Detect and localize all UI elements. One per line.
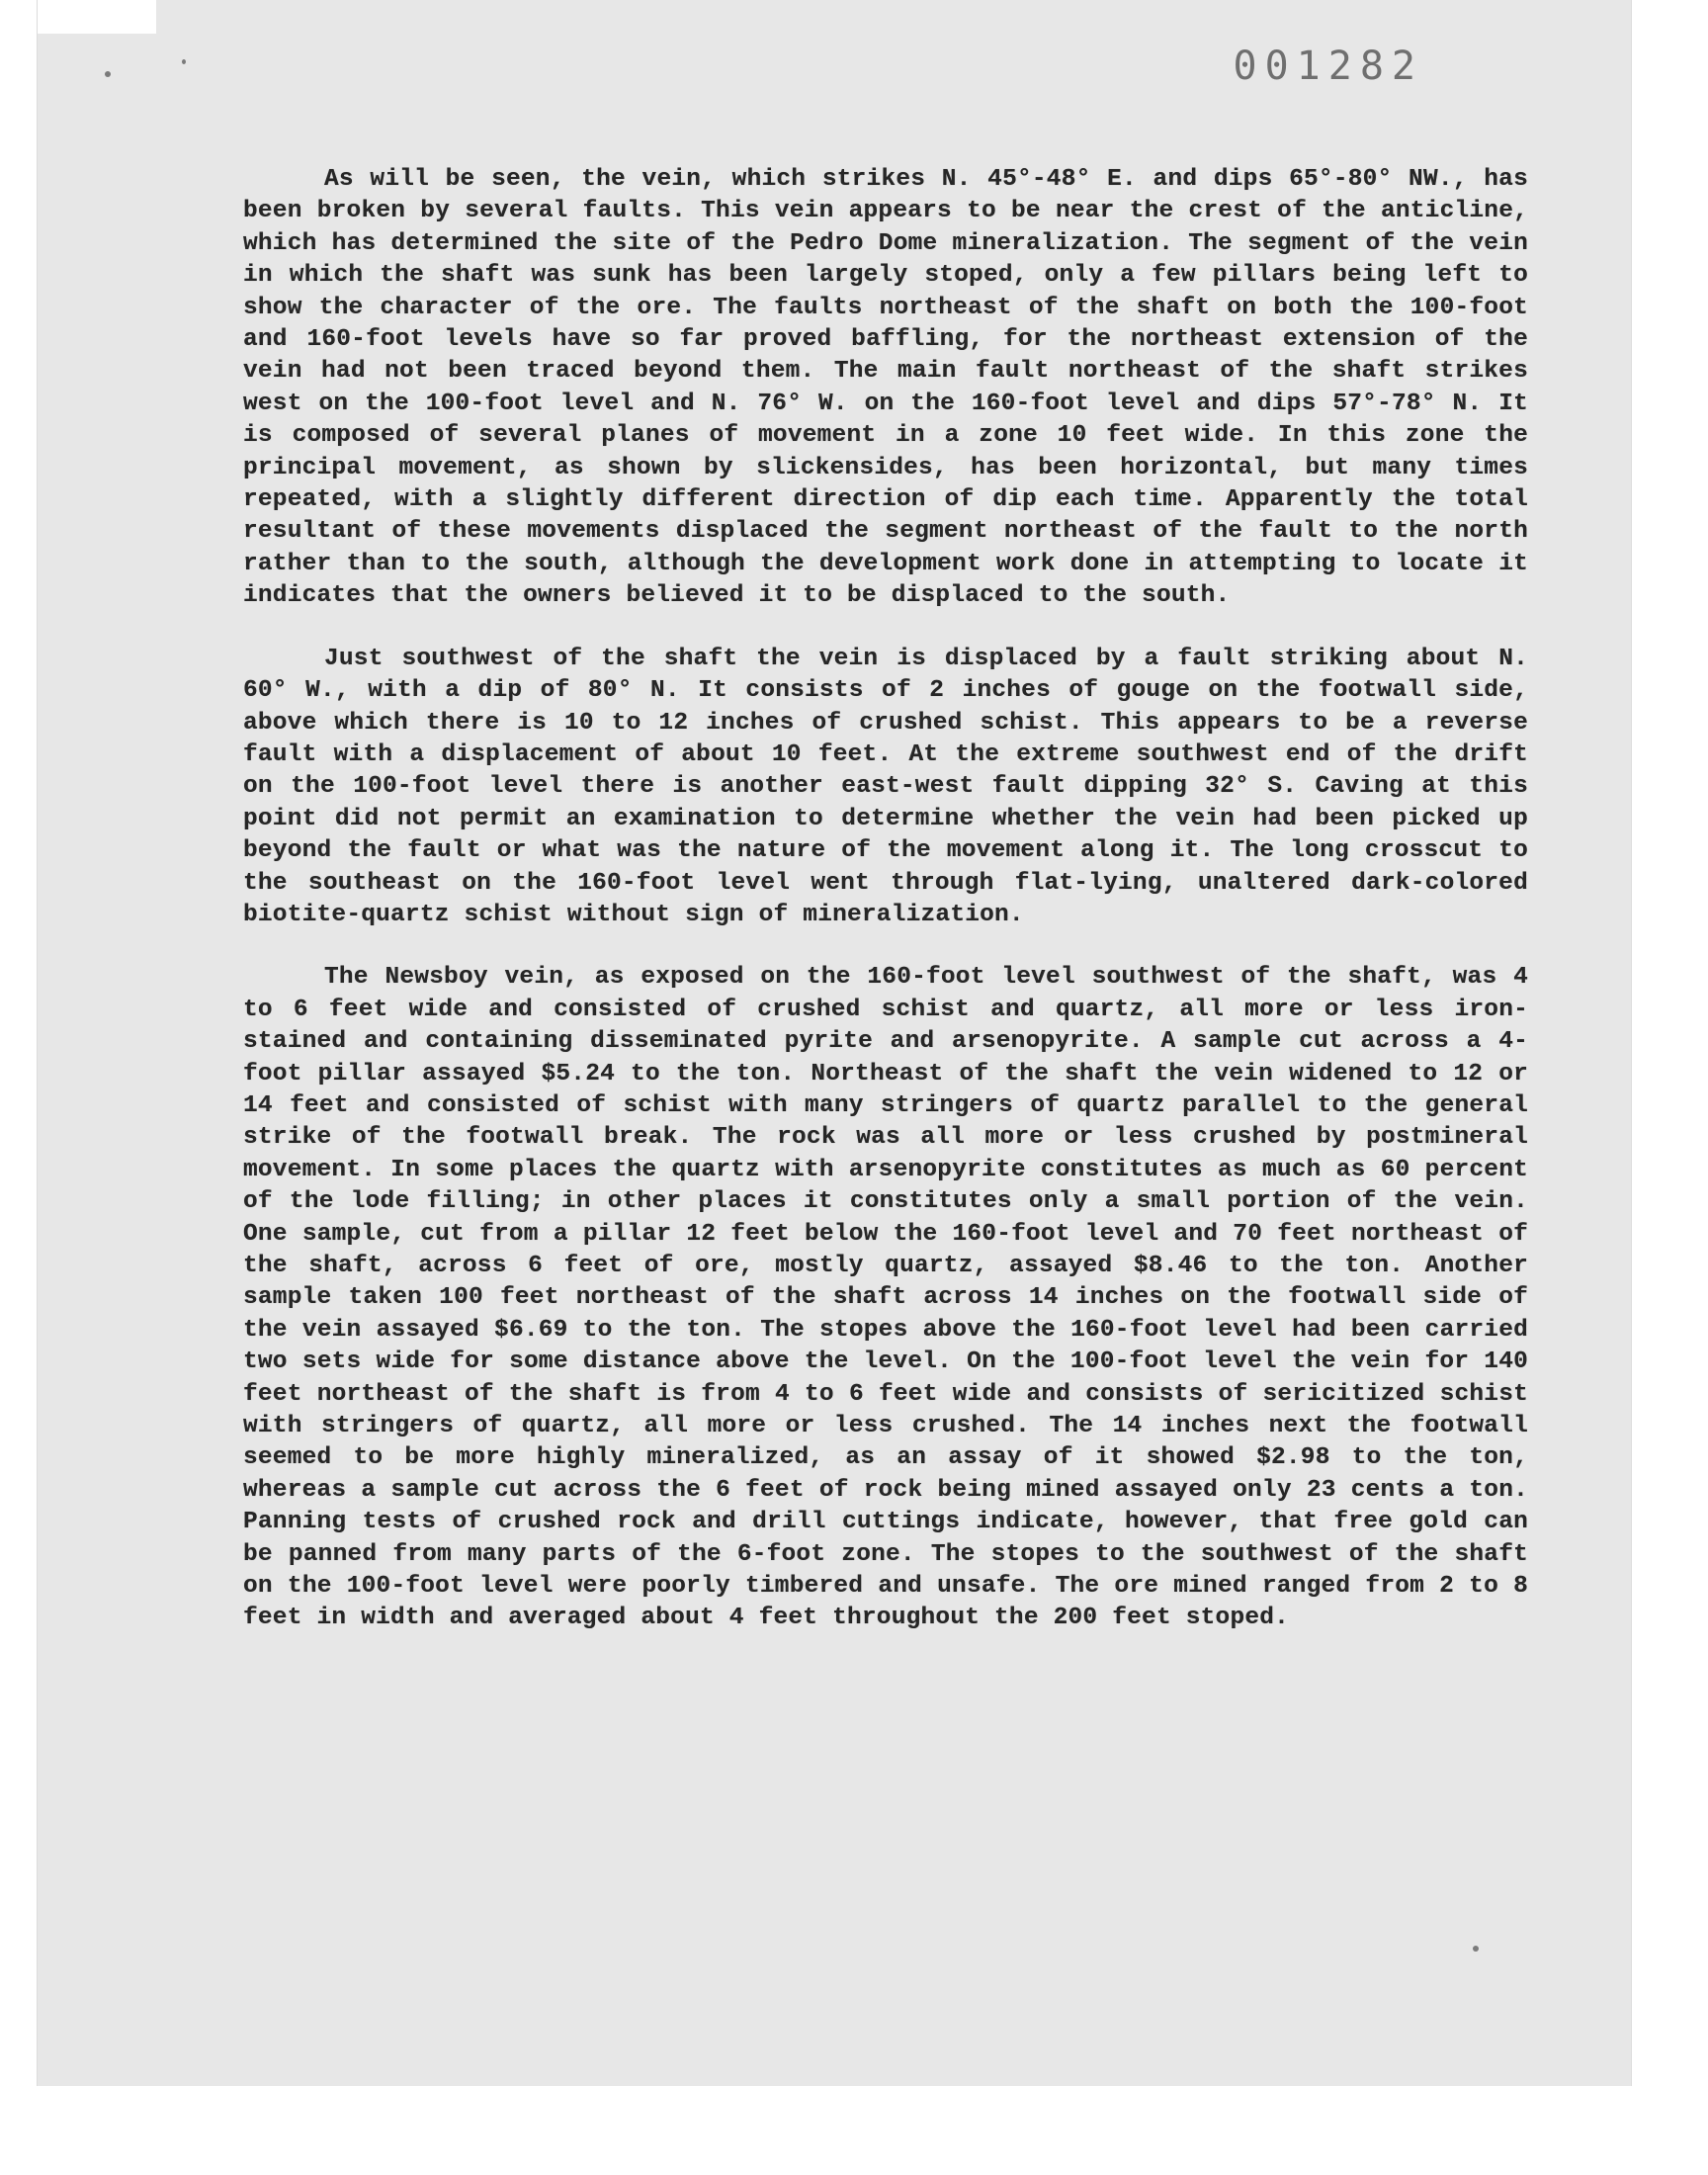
paragraph-newsboy-vein: The Newsboy vein, as exposed on the 160-foot level southwest of the shaft, was 4 to 6 feet wide and consisted of crushed schist and quartz, all more or less iron-stained and containing disseminated pyrite and arsenopyrite. A sample cut across a 4-foot pillar assayed $5.24 to the ton. Northeast of the shaft the vein widened to 12 or 14 feet and consisted of schist with many stringers of quartz parallel to the general strike of the footwall break. The rock was all more or less crushed by postmineral movement. In some places the quartz with arsenopyrite constitutes as much as 60 percent of the lode filling; in other places it constitutes only a small portion of the vein. One sample, cut from a pillar 12 feet below the 160-foot level and 70 feet northeast of the shaft, across 6 feet of ore, mostly quartz, assayed $8.46 to the ton. Another sample taken 100 feet northeast of the shaft across 14 inches on the footwall side of the vein assayed $6.69 to the ton. The stopes above the 160-foot level had been carried two sets wide for some distance above the level. On the 100-foot level the vein for 140 feet northeast of the shaft is from 4 to 6 feet wide and consists of sericitized schist with stringers of quartz, all more or less crushed. The 14 inches next the footwall seemed to be more highly mineralized, as an assay of it showed $2.98 to the ton, whereas a sample cut across the 6 feet of rock being mined assayed only 23 cents a ton. Panning tests of crushed rock and drill cuttings indicate, however, that free gold can be panned from many parts of the 6-foot zone. The stopes to the southwest of the shaft on the 100-foot level were poorly timbered and unsafe. The ore mined ranged from 2 to 8 feet in width and averaged about 4 feet throughout the 200 feet stoped. xyxy=(243,964,1528,1632)
scan-speck xyxy=(105,71,111,77)
paragraph-southwest-fault: Just southwest of the shaft the vein is displaced by a fault striking about N. 60° W., with a dip of 80° N. It consists of 2 inches of gouge on the footwall side, above which there is 10 to 12 inches of crushed schist. This appears to be a reverse fault with a displacement of about 10 feet. At the extreme southwest end of the drift on the 100-foot level there is another east-west fault dipping 32° S. Caving at this point did not permit an examination to determine whether the vein had been picked up beyond the fault or what was the nature of the movement along it. The long crosscut to the southeast on the 160-foot level went through flat-lying, unaltered dark-colored biotite-quartz schist without sign of mineralization. xyxy=(243,645,1528,928)
scan-speck xyxy=(182,59,186,64)
page-bottom-margin xyxy=(0,2086,1708,2175)
document-body xyxy=(243,164,1528,1666)
scan-speck xyxy=(1473,1946,1479,1952)
page-number-stamp: 001282 xyxy=(1233,44,1423,89)
scan-edge-notch xyxy=(38,0,156,34)
paragraph-vein-faults: As will be seen, the vein, which strikes N. 45°-48° E. and dips 65°-80° NW., has been broken by several faults. This vein appears to be near the crest of the anticline, which has determined the site of the Pedro Dome mineralization. The segment of the vein in which the shaft was sunk has been largely stoped, only a few pillars being left to show the character of the ore. The faults northeast of the shaft on both the 100-foot and 160-foot levels have so far proved baffling, for the northeast extension of the vein had not been traced beyond them. The main fault northeast of the shaft strikes west on the 100-foot level and N. 76° W. on the 160-foot level and dips 57°-78° N. It is composed of several planes of movement in a zone 10 feet wide. In this zone the principal movement, as shown by slickensides, has been horizontal, but many times repeated, with a slightly different direction of dip each time. Apparently the total resultant of these movements displaced the segment northeast of the fault to the north rather than to the south, although the development work done in attempting to locate it indicates that the owners believed it to be displaced to the south. xyxy=(243,166,1528,610)
scanned-page xyxy=(38,0,1631,2086)
